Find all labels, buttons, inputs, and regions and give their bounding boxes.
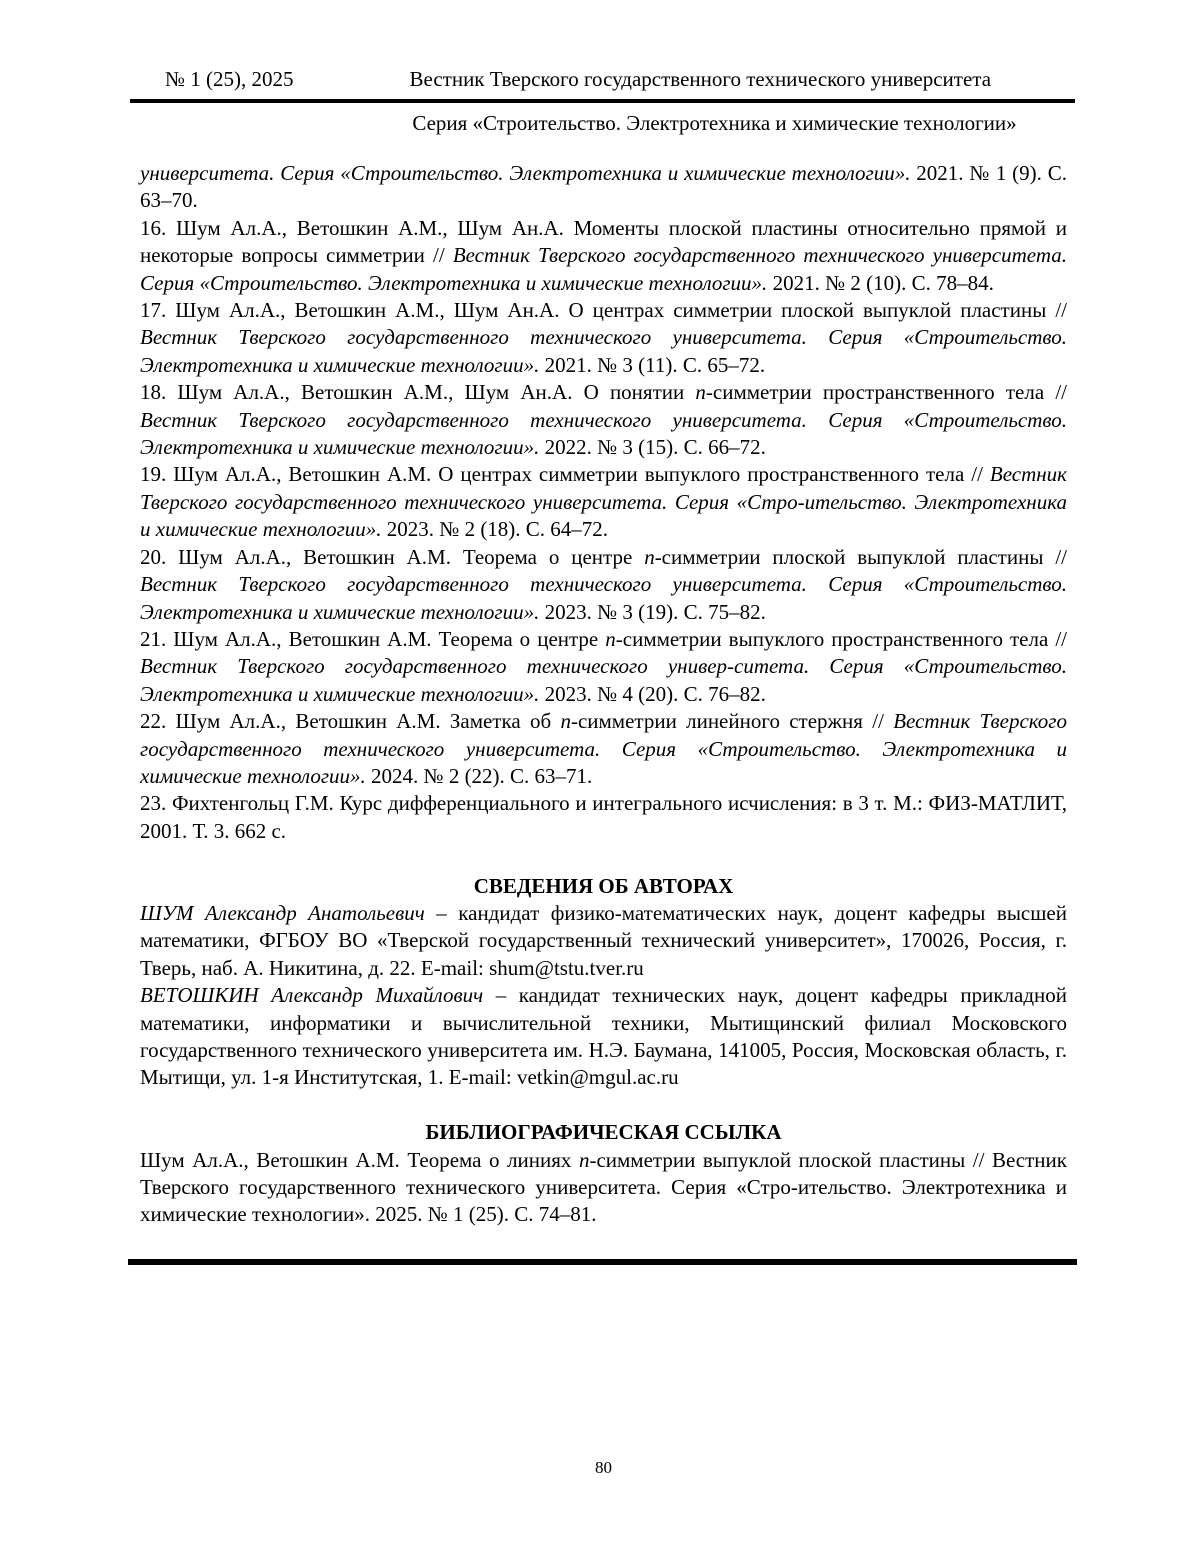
- plain-text: -симметрии выпуклой плоской пластины // Вестник Тверского государственного технического университета. Серия «Стро-ительство. Электротехника и химические технологии». 2025. № 1 (25). С. 74–81.: [140, 1147, 1067, 1227]
- plain-text: Шум Ал.А., Ветошкин А.М. Теорема о линиях: [140, 1147, 579, 1172]
- reference-item: [140, 708, 1067, 790]
- page-footer: [140, 1458, 1067, 1478]
- sections: [140, 873, 1067, 1229]
- plain-text: 19. Шум Ал.А., Ветошкин А.М. О центрах симметрии выпуклого пространственного тела //: [140, 462, 990, 487]
- plain-text: 21. Шум Ал.А., Ветошкин А.М. Теорема о центре: [140, 626, 606, 651]
- italic-text: Вестник Тверского государственного технического университета. Серия «Строительство. Электротехника и химические технологии».: [140, 709, 1067, 788]
- reference-item: [140, 215, 1067, 297]
- section-paragraph: [140, 982, 1067, 1092]
- journal-title: Вестник Тверского государственного технического университета: [409, 67, 992, 91]
- section-heading: БИБЛИОГРАФИЧЕСКАЯ ССЫЛКА: [425, 1120, 782, 1145]
- journal-series: Серия «Строительство. Электротехника и химические технологии»: [412, 111, 1017, 135]
- italic-text: Вестник Тверского государственного технического университета. Серия «Строительство. Электротехника и химические технологии».: [140, 407, 1067, 460]
- plain-text: – кандидат физико-математических наук, доцент кафедры высшей математики, ФГБОУ ВО «Тверской государственный технический университет», 170026, Россия, г. Тверь, наб. А. Никитина, д. 22. E-mail: shum@tstu.tver.ru: [140, 900, 1067, 980]
- italic-text: ВЕТОШКИН Александр Михайлович: [140, 983, 484, 1008]
- reference-item: [140, 297, 1067, 379]
- italic-text: Вестник Тверского государственного технического университета. Серия «Строительство. Электротехника и химические технологии».: [140, 243, 1067, 295]
- header-top-line: [140, 66, 1067, 92]
- page-header: [140, 66, 1067, 136]
- plain-text: -симметрии пространственного тела //: [705, 380, 1067, 405]
- section-paragraph: [140, 1147, 1067, 1229]
- plain-text: 17. Шум Ал.А., Ветошкин А.М., Шум Ан.А. О центрах симметрии плоской выпуклой пластины //: [140, 298, 1067, 323]
- plain-text: – кандидат технических наук, доцент кафедры прикладной математики, информатики и вычислительной техники, Мытищинский филиал Московского государственного технического университета им. Н.Э. Баумана, 141005, Россия, Московская область, г. Мытищи, ул. 1-я Институтская, 1. E-mail: vetkin@mgul.ac.ru: [140, 983, 1067, 1090]
- reference-item: [140, 626, 1067, 708]
- italic-text: университета. Серия «Строительство. Электротехника и химические технологии».: [140, 161, 911, 185]
- plain-text: 2024. № 2 (22). С. 63–71.: [365, 763, 593, 788]
- plain-text: 2022. № 3 (15). С. 66–72.: [539, 435, 766, 460]
- italic-text: n: [605, 626, 616, 651]
- plain-text: 16. Шум Ал.А., Ветошкин А.М., Шум Ан.А. Моменты плоской пластины относительно прямой и некоторые вопросы симметрии //: [140, 215, 1067, 268]
- plain-text: 2023. № 3 (19). С. 75–82.: [539, 599, 766, 624]
- header-rule: [130, 99, 1075, 103]
- page-body: [140, 160, 1067, 1265]
- reference-item: [140, 461, 1067, 543]
- italic-text: n: [578, 1147, 590, 1172]
- reference-item: [140, 544, 1067, 626]
- plain-text: 2023. № 4 (20). С. 76–82.: [539, 681, 766, 706]
- reference-item: [140, 379, 1067, 461]
- italic-text: ШУМ Александр Анатольевич: [140, 900, 425, 925]
- italic-text: n: [644, 544, 655, 569]
- plain-text: -симметрии плоской выпуклой пластины //: [654, 544, 1067, 569]
- plain-text: 22. Шум Ал.А., Ветошкин А.М. Заметка об: [140, 709, 561, 734]
- bottom-rule: [128, 1259, 1077, 1265]
- plain-text: 18. Шум Ал.А., Ветошкин А.М., Шум Ан.А. О понятии: [140, 380, 696, 405]
- italic-text: n: [560, 709, 571, 734]
- reference-item: [140, 790, 1067, 845]
- plain-text: 2021. № 3 (11). С. 65–72.: [539, 352, 766, 377]
- italic-text: Вестник Тверского государственного технического университета. Серия «Строительство. Электротехника и химические технологии».: [140, 325, 1067, 377]
- plain-text: 2021. № 2 (10). С. 78–84.: [767, 270, 994, 295]
- plain-text: 2023. № 2 (18). С. 64–72.: [381, 517, 609, 542]
- italic-text: n: [695, 380, 706, 405]
- plain-text: 20. Шум Ал.А., Ветошкин А.М. Теорема о центре: [140, 544, 645, 569]
- reference-list: [140, 160, 1067, 845]
- section-heading: СВЕДЕНИЯ ОБ АВТОРАХ: [473, 873, 734, 898]
- italic-text: Вестник Тверского государственного технического университета. Серия «Стро-ительство. Электротехника и химические технологии».: [140, 462, 1067, 542]
- page-number: 80: [595, 1458, 612, 1477]
- italic-text: Вестник Тверского государственного технического универ-ситета. Серия «Строительство. Электротехника и химические технологии».: [140, 654, 1067, 706]
- plain-text: -симметрии выпуклого пространственного тела //: [615, 626, 1067, 651]
- italic-text: Вестник Тверского государственного технического университета. Серия «Строительство. Электротехника и химические технологии».: [140, 572, 1067, 624]
- plain-text: 2021. № 1 (9). С. 63–70.: [140, 161, 1067, 213]
- reference-item: [140, 160, 1067, 215]
- plain-text: -симметрии линейного стержня //: [570, 709, 894, 734]
- plain-text: 23. Фихтенгольц Г.М. Курс дифференциального и интегрального исчисления: в 3 т. М.: ФИЗ-МАТЛИТ, 2001. Т. 3. 662 с.: [140, 791, 1067, 843]
- section-paragraph: [140, 900, 1067, 982]
- issue-number: № 1 (25), 2025: [165, 67, 294, 91]
